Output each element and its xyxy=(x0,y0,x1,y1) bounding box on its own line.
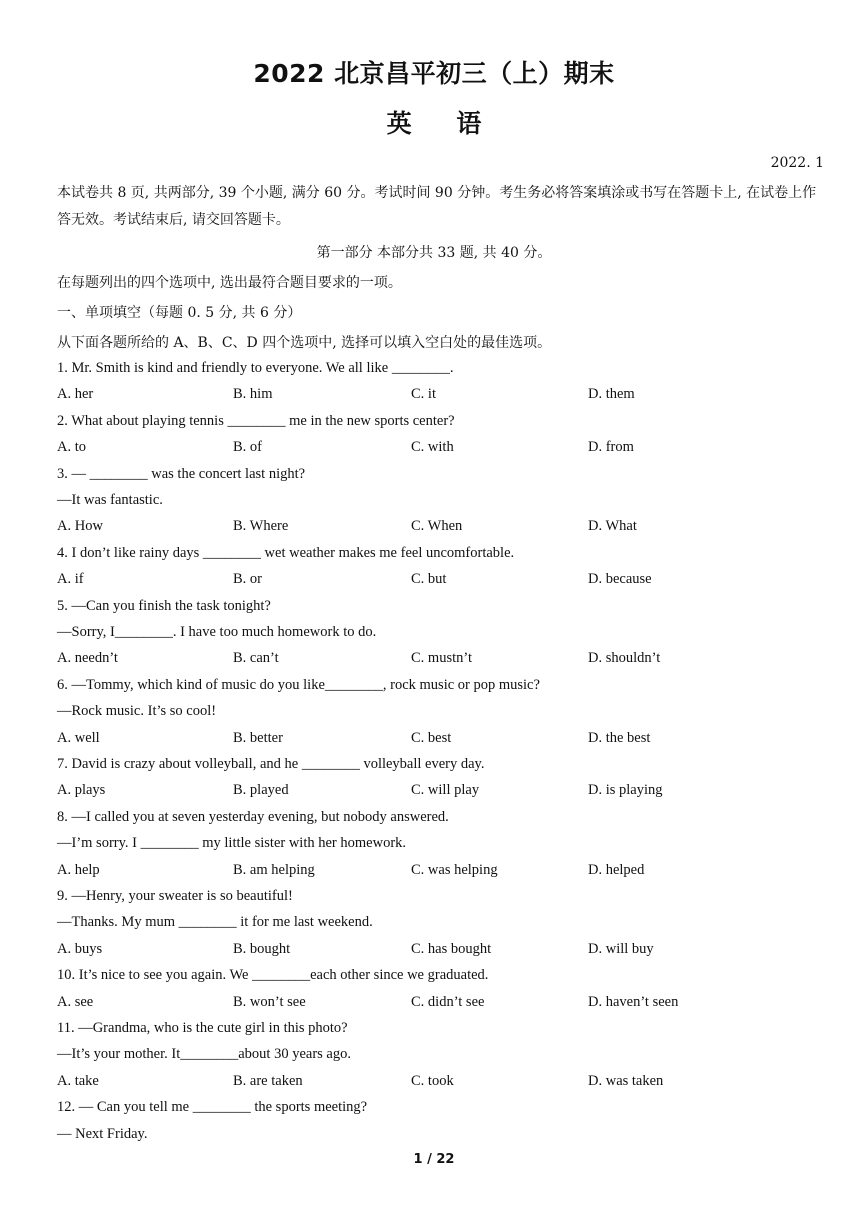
option-c: C. mustn’t xyxy=(411,650,472,667)
question-dialog-line: —Sorry, I________. I have too much homework to do. xyxy=(57,624,377,640)
question-stem: 8. —I called you at seven yesterday evening, but nobody answered. xyxy=(57,808,449,825)
option-c: C. took xyxy=(411,1072,454,1089)
question-stem: 4. I don’t like rainy days ________ wet weather makes me feel uncomfortable. xyxy=(57,544,515,561)
question-dialog-line: —It was fantastic. xyxy=(57,492,163,508)
question-stem: 7. David is crazy about volleyball, and he ________ volleyball every day. xyxy=(57,756,485,772)
question-options xyxy=(57,862,827,882)
question-options xyxy=(57,994,827,1014)
question-dialog-line: —I’m sorry. I ________ my little sister with her homework. xyxy=(57,835,407,852)
question-stem: 2. What about playing tennis ________ me in the new sports center? xyxy=(57,412,455,429)
question-dialog-line: — Next Friday. xyxy=(57,1125,148,1142)
option-d: D. is playing xyxy=(588,782,663,799)
option-d: D. from xyxy=(588,439,634,456)
question-stem: 9. —Henry, your sweater is so beautiful! xyxy=(57,888,293,904)
option-c: C. was helping xyxy=(411,861,498,878)
option-a: A. needn’t xyxy=(57,650,118,667)
option-b: B. of xyxy=(233,439,262,456)
question-stem: 3. — ________ was the concert last night? xyxy=(57,465,306,482)
option-c: C. with xyxy=(411,439,454,456)
part-one-heading: 第一部分 本部分共 33 题, 共 40 分。 xyxy=(316,245,552,261)
option-b: B. can’t xyxy=(233,650,279,667)
option-d: D. will buy xyxy=(588,940,654,957)
question-options xyxy=(57,439,827,459)
question-options xyxy=(57,386,827,406)
option-d: D. was taken xyxy=(588,1072,664,1089)
option-d: D. haven’t seen xyxy=(588,993,679,1010)
option-a: A. buys xyxy=(57,940,103,957)
option-a: A. well xyxy=(57,729,100,746)
option-c: C. When xyxy=(411,518,463,535)
option-d: D. helped xyxy=(588,861,645,878)
exam-subject: 英 语 xyxy=(386,109,482,138)
option-b: B. played xyxy=(233,782,289,799)
option-b: B. or xyxy=(233,571,262,588)
question-stem: 1. Mr. Smith is kind and friendly to everyone. We all like ________. xyxy=(57,360,454,376)
question-options xyxy=(57,571,827,591)
question-dialog-line: —Rock music. It’s so cool! xyxy=(57,703,217,720)
option-d: D. them xyxy=(588,386,635,403)
option-d: D. because xyxy=(588,571,652,588)
option-a: A. her xyxy=(57,386,94,403)
exam-intro: 本试卷共 8 页, 共两部分, 39 个小题, 满分 60 分。考试时间 90 分钟。考生务必将答案填涂或书写在答题卡上, 在试卷上作答无效。考试结束后, 请交回答题卡。 xyxy=(57,185,817,228)
option-c: C. but xyxy=(411,571,447,588)
part-one-instruction: 在每题列出的四个选项中, 选出最符合题目要求的一项。 xyxy=(57,275,402,291)
option-b: B. are taken xyxy=(233,1072,303,1089)
option-d: D. shouldn’t xyxy=(588,650,661,667)
question-dialog-line: —Thanks. My mum ________ it for me last weekend. xyxy=(57,914,373,931)
question-stem: 11. —Grandma, who is the cute girl in this photo? xyxy=(57,1020,348,1036)
option-c: C. it xyxy=(411,386,436,403)
question-options xyxy=(57,518,827,538)
question-options xyxy=(57,782,827,802)
option-a: A. How xyxy=(57,518,103,535)
option-a: A. help xyxy=(57,861,100,878)
option-b: B. am helping xyxy=(233,861,315,878)
question-stem: 10. It’s nice to see you again. We ________each other since we graduated. xyxy=(57,967,489,984)
option-b: B. Where xyxy=(233,518,289,535)
question-options xyxy=(57,1073,827,1093)
option-b: B. won’t see xyxy=(233,993,306,1010)
question-options xyxy=(57,730,827,750)
option-a: A. if xyxy=(57,571,84,588)
page-number: 1 / 22 xyxy=(413,1152,455,1167)
option-b: B. him xyxy=(233,386,273,403)
option-d: D. the best xyxy=(588,729,651,746)
option-a: A. take xyxy=(57,1072,99,1089)
option-c: C. didn’t see xyxy=(411,993,485,1010)
option-a: A. to xyxy=(57,439,86,456)
option-a: A. see xyxy=(57,993,94,1010)
option-a: A. plays xyxy=(57,782,106,799)
section-title: 一、单项填空（每题 0. 5 分, 共 6 分） xyxy=(57,305,302,321)
exam-date: 2022. 1 xyxy=(770,155,824,171)
question-dialog-line: —It’s your mother. It________about 30 years ago. xyxy=(57,1046,351,1063)
question-stem: 5. —Can you finish the task tonight? xyxy=(57,597,271,614)
option-c: C. will play xyxy=(411,782,480,799)
question-stem: 12. — Can you tell me ________ the sports meeting? xyxy=(57,1099,368,1116)
option-d: D. What xyxy=(588,518,637,535)
option-c: C. has bought xyxy=(411,940,492,957)
option-b: B. better xyxy=(233,729,283,746)
option-b: B. bought xyxy=(233,940,291,957)
question-options xyxy=(57,941,827,961)
section-instruction: 从下面各题所给的 A、B、C、D 四个选项中, 选择可以填入空白处的最佳选项。 xyxy=(57,335,552,351)
question-options xyxy=(57,650,827,670)
exam-title: 2022 北京昌平初三（上）期末 xyxy=(253,59,615,88)
question-stem: 6. —Tommy, which kind of music do you like________, rock music or pop music? xyxy=(57,676,540,693)
option-c: C. best xyxy=(411,729,452,746)
